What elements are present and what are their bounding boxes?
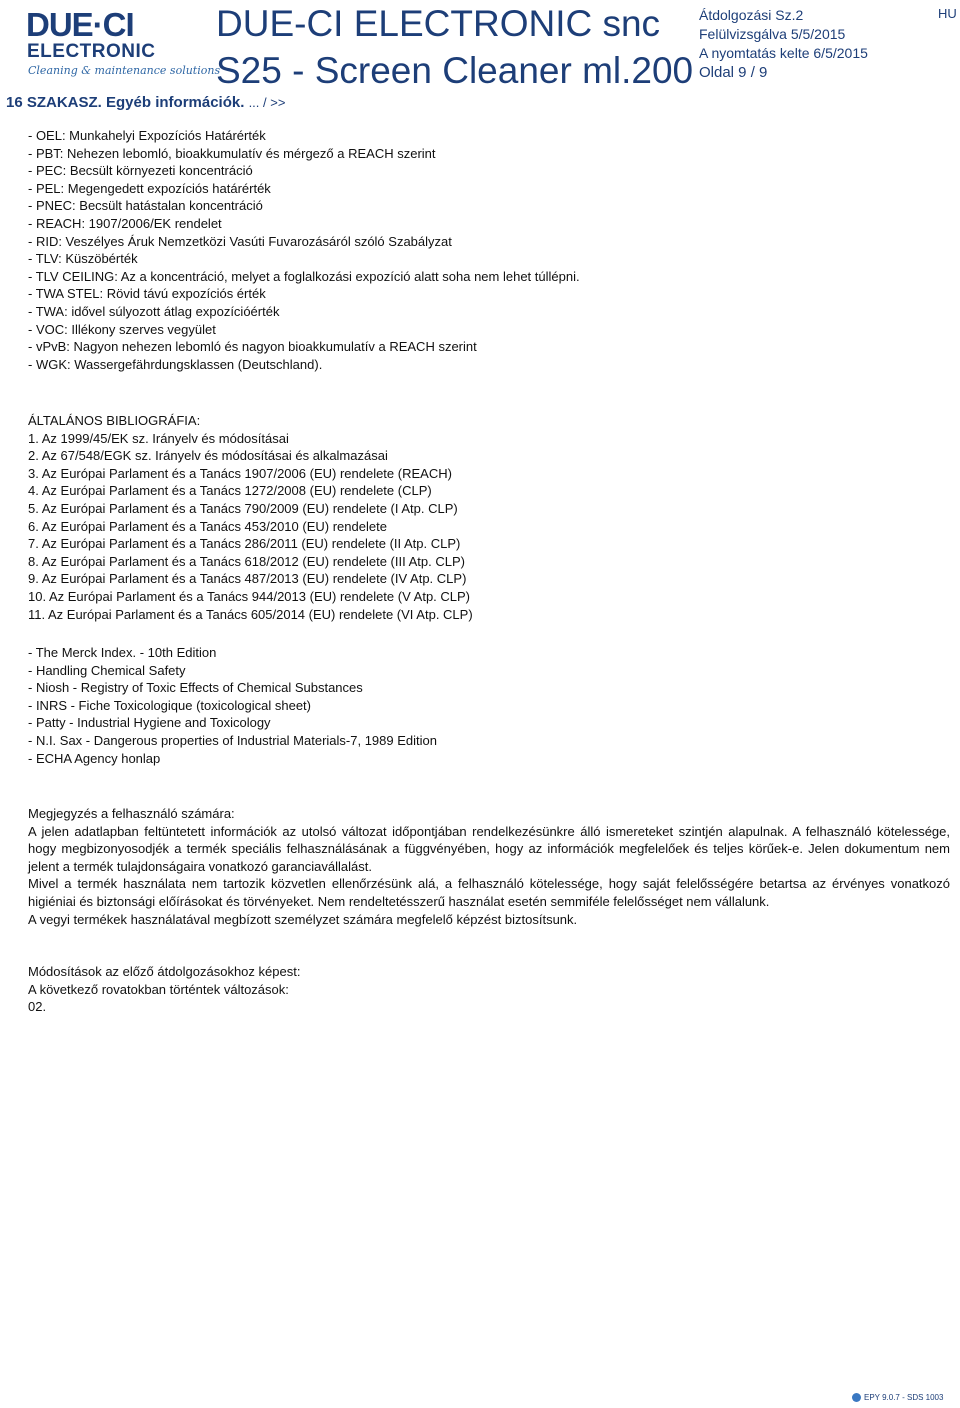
footer-text: EPY 9.0.7 - SDS 1003 [864,1393,944,1402]
footer [852,1393,943,1402]
abbreviation-item: - PEL: Megengedett expozíciós határérték [28,180,271,196]
bibliography-item: 9. Az Európai Parlament és a Tanács 487/2013 (EU) rendelete (IV Atp. CLP) [28,571,467,587]
bibliography-heading: ÁLTALÁNOS BIBLIOGRÁFIA: [28,413,201,428]
reference-item: - Niosh - Registry of Toxic Effects of Chemical Substances [28,680,363,696]
bibliography-item: 10. Az Európai Parlament és a Tanács 944/2013 (EU) rendelete (V Atp. CLP) [28,588,471,604]
abbreviation-item: - TWA STEL: Rövid távú expozíciós érték [28,286,266,302]
bibliography-item: 4. Az Európai Parlament és a Tanács 1272/2008 (EU) rendelete (CLP) [28,483,432,499]
abbreviation-item: - PBT: Nehezen lebomló, bioakkumulatív és mérgező a REACH szerint [28,145,436,161]
abbreviation-item: - vPvB: Nagyon nehezen lebomló és nagyon bioakkumulatív a REACH szerint [28,339,477,355]
abbreviation-item: - TLV: Küszöbérték [28,251,138,267]
language-code: HU [938,6,957,21]
review-date: Felülvizsgálva 5/5/2015 [699,26,846,42]
revision-changes [28,963,300,1016]
abbreviations-list [28,127,580,373]
abbreviation-item: - VOC: Illékony szerves vegyület [28,321,216,337]
user-notes [28,805,950,928]
epy-logo-icon [852,1393,861,1402]
reference-item: - The Merck Index. - 10th Edition [28,645,217,660]
reference-item: - INRS - Fiche Toxicologique (toxicological sheet) [28,697,311,713]
notes-heading: Megjegyzés a felhasználó számára: [28,806,235,821]
section-title-text: 16 SZAKASZ. Egyéb információk. [6,94,245,111]
company-logo [26,6,221,84]
bibliography-item: 2. Az 67/548/EGK sz. Irányelv és módosításai és alkalmazásai [28,448,388,464]
bibliography [28,412,473,623]
logo-sub-text: ELECTRONIC [27,41,156,62]
logo-main-text: DUE·CI [26,6,134,43]
logo-tagline: Cleaning & maintenance solutions [28,64,221,77]
section-title [6,94,285,111]
print-date: A nyomtatás kelte 6/5/2015 [699,45,868,61]
abbreviation-item: - WGK: Wassergefährdungsklassen (Deutschland). [28,356,323,372]
company-name: DUE-CI ELECTRONIC snc [216,3,661,44]
bibliography-item: 5. Az Európai Parlament és a Tanács 790/2009 (EU) rendelete (I Atp. CLP) [28,500,458,516]
reference-item: - N.I. Sax - Dangerous properties of Industrial Materials-7, 1989 Edition [28,732,437,748]
reference-item: - ECHA Agency honlap [28,750,161,766]
notes-paragraph: Mivel a termék használata nem tartozik közvetlen ellenőrzésünk alá, a felhasználó kötelessége, hogy saját felelősségére betartsa az érvényes vonatkozó higiéniai és biztonsági előírásokat és törvényeket. Nem rendeltetésszerű használat esetén semmiféle felelősséget nem vállalunk. [28,876,950,909]
product-name: S25 - Screen Cleaner ml.200 [216,50,694,91]
abbreviation-item: - PNEC: Becsült hatástalan koncentráció [28,198,263,214]
bibliography-item: 6. Az Európai Parlament és a Tanács 453/2010 (EU) rendelete [28,518,387,534]
abbreviation-item: - PEC: Becsült környezeti koncentráció [28,163,253,179]
abbreviation-item: - RID: Veszélyes Áruk Nemzetközi Vasúti Fuvarozásáról szóló Szabályzat [28,233,452,249]
document-header [0,0,960,96]
notes-paragraph: A vegyi termékek használatával megbízott személyzet számára megfelelő képzést biztosítsunk. [28,911,578,927]
reference-item: - Patty - Industrial Hygiene and Toxicology [28,715,271,731]
reference-list [28,644,437,767]
bibliography-item: 7. Az Európai Parlament és a Tanács 286/2011 (EU) rendelete (II Atp. CLP) [28,536,461,552]
changes-heading: Módosítások az előző átdolgozásokhoz képest: [28,964,301,979]
revision-info [699,6,868,82]
abbreviation-item: - REACH: 1907/2006/EK rendelet [28,215,222,231]
bibliography-item: 1. Az 1999/45/EK sz. Irányelv és módosításai [28,430,289,446]
abbreviation-item: - TLV CEILING: Az a koncentráció, melyet a foglalkozási expozíció alatt soha nem lehet túllépni. [28,268,580,284]
changed-sections: 02. [28,999,47,1015]
abbreviation-item: - OEL: Munkahelyi Expozíciós Határérték [28,128,266,143]
bibliography-item: 8. Az Európai Parlament és a Tanács 618/2012 (EU) rendelete (III Atp. CLP) [28,553,465,569]
bibliography-item: 3. Az Európai Parlament és a Tanács 1907/2006 (EU) rendelete (REACH) [28,465,452,481]
bibliography-item: 11. Az Európai Parlament és a Tanács 605/2014 (EU) rendelete (VI Atp. CLP) [28,606,473,622]
changes-subheading: A következő rovatokban történtek változások: [28,981,289,997]
reference-item: - Handling Chemical Safety [28,662,186,678]
revision-number: Átdolgozási Sz.2 [699,7,804,23]
notes-paragraph: A jelen adatlapban feltüntetett információk az utolsó változat időpontjában rendelkezésünkre álló ismereteket szintjén alapulnak. A felhasználó kötelessége, hogy megbizonyosodjék a termék speciális felhasználásának a függvényében, hogy az információk megfelelőek és teljes körűek-e. Jelen dokumentum nem jelent a termék tulajdonságaira vonatkozó garanciavállalást. [28,823,950,874]
continued-marker: ... / >> [248,95,286,110]
page-number: Oldal 9 / 9 [699,64,768,81]
abbreviation-item: - TWA: idővel súlyozott átlag expozícióérték [28,303,280,319]
